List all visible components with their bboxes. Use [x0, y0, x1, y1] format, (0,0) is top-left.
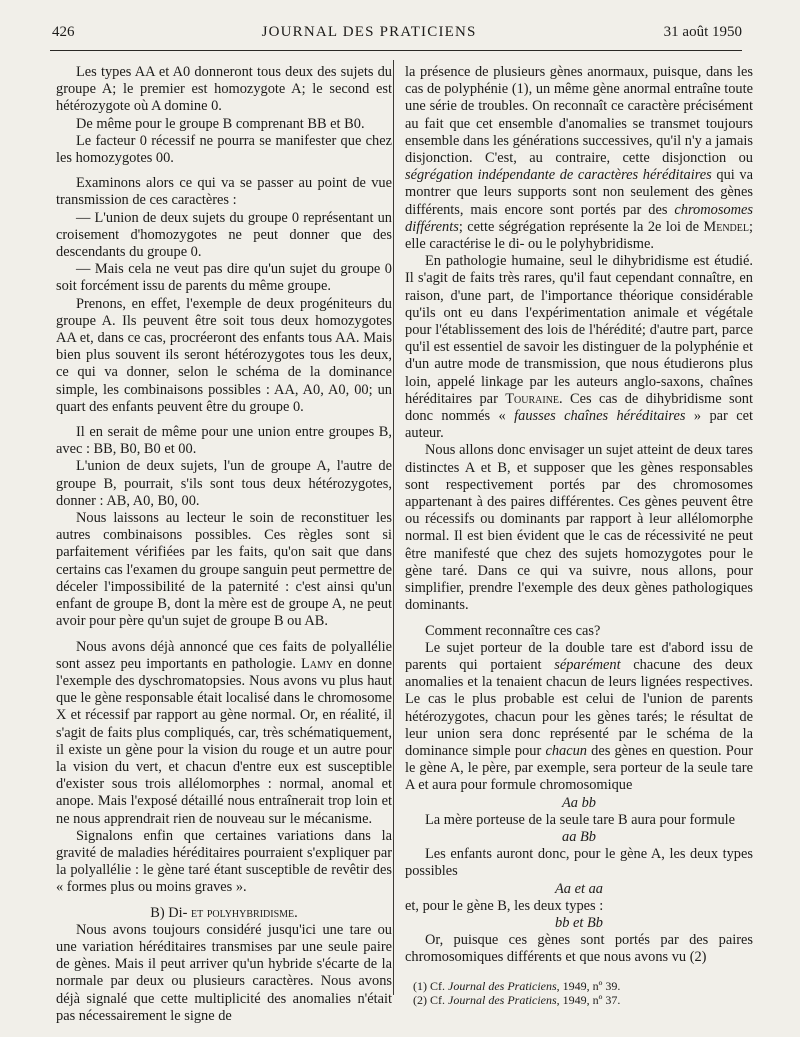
paragraph: Les types AA et A0 donneront tous deux des sujets du groupe A; le premier est homozygote A; le second est hétérozygote où A domine 0.	[56, 64, 392, 115]
footnote	[405, 993, 753, 1008]
text-run: » par cet auteur.	[405, 408, 753, 442]
text-run: la présence de plusieurs gènes anormaux, puisque, dans les cas de polyphénie (1), un même gène anormal entraîne toute une série de troubles. On reconnaît ce caractère précisément au fait que cet ensemble d'anomalies se transmet toujours ensemble dans les générations successives, qu'il n'y a jamais disjonction. C'est, au contraire, cette disjonction ou	[405, 64, 753, 167]
paragraph	[405, 640, 753, 795]
left-column	[56, 64, 392, 1025]
column-divider	[393, 60, 394, 995]
formula: Aa et aa	[555, 880, 603, 897]
paragraph: Les enfants auront donc, pour le gène A, les deux types possibles	[405, 846, 753, 880]
paragraph: De même pour le groupe B comprenant BB et B0.	[76, 115, 365, 132]
text-run: qui va montrer que leurs supports sont non seulement des gènes différents, mais encore sont portés par des	[405, 167, 753, 218]
text-run: des gènes en question. Pour le gène A, le père, par exemple, sera porteur de la seule tare A et aura pour formule chromosomique	[405, 742, 753, 794]
text-run: . Ces cas de dihybridisme sont donc nommés «	[405, 390, 753, 425]
paragraph: L'union de deux sujets, l'un de groupe A, l'autre de groupe B, pourrait, s'ils sont tous deux hétérozygotes, donner : AB, A0, B0, 00.	[56, 458, 392, 509]
paragraph	[405, 64, 753, 253]
paragraph: Le facteur 0 récessif ne pourra se manifester que chez les homozygotes 00.	[56, 132, 392, 167]
italic-run: chromosomes différents	[405, 201, 753, 235]
paragraph: Or, puisque ces gènes sont portés par des paires chromosomiques différents et que nous avons vu (2)	[405, 932, 753, 966]
text-run: Le sujet porteur de la double tare est d'abord issu de parents qui portaient	[405, 639, 753, 673]
text-run: Nous avons déjà annoncé que ces faits de polyallélie sont assez peu importants en pathologie.	[56, 638, 392, 672]
paragraph: Prenons, en effet, l'exemple de deux progéniteurs du groupe A. Ils peuvent être soit tous deux homozygotes AA et, dans ce cas, procréeront des enfants tous AA. Mais bien plus souvent ils seront hétérozygotes tous les deux, ce qui va donner, selon le schéma de la dominance simple, les combinaisons possibles : AA, A0, A0, 00; un quart des enfants peuvent être du groupe 0.	[56, 295, 392, 415]
paragraph: La mère porteuse de la seule tare B aura pour formule	[425, 811, 736, 828]
italic-run: ségrégation indépendante de caractères héréditaires	[405, 167, 712, 184]
author-name: Lamy	[300, 655, 334, 672]
paragraph: — L'union de deux sujets du groupe 0 représentant un croisement d'homozygotes ne peut donner que des descendants du groupe 0.	[56, 209, 392, 261]
running-header	[52, 24, 742, 46]
text-run: (2) Cf.	[413, 993, 448, 1008]
formula: aa Bb	[562, 828, 596, 845]
paragraph: Examinons alors ce qui va se passer au point de vue transmission de ces caractères :	[56, 175, 392, 209]
paragraph: Signalons enfin que certaines variations dans la gravité de maladies héréditaires pourraient s'expliquer par la polyallélie : le gène taré étant susceptible de revêtir des « formes plus ou moins graves ».	[56, 827, 392, 896]
paragraph	[56, 639, 392, 828]
paragraph: Il en serait de même pour une union entre groupes B, avec : BB, B0, B0 et 00.	[56, 424, 392, 458]
italic-run: Journal des Praticiens	[448, 993, 557, 1008]
page-number: 426	[52, 24, 75, 40]
text-run: ; elle caractérise le di- ou le polyhybridisme.	[405, 218, 753, 253]
italic-run: séparément	[554, 656, 621, 673]
italic-run: chacun	[545, 742, 587, 759]
section-heading-rest: et polyhybridisme.	[187, 904, 298, 921]
paragraph	[405, 253, 753, 442]
text-run: , 1949, nº 39.	[556, 978, 621, 993]
text-run: chacune des deux anomalies et la tenaient chacun de leurs lignées respectives. Le cas le plus probable est celui de l'union de parents hétérozygotes, chacun pour les gènes tarés; le résultat de leur union sera donc représenté par le schéma de la dominance simple pour	[405, 656, 753, 759]
section-heading-num: B) Di-	[150, 904, 188, 921]
formula: bb et Bb	[555, 914, 603, 931]
italic-run: Journal des Praticiens	[448, 978, 557, 993]
paragraph: et, pour le gène B, les deux types :	[405, 897, 604, 914]
author-name: Touraine	[505, 390, 560, 407]
footnote	[405, 979, 753, 994]
header-rule	[50, 50, 742, 51]
italic-run: fausses chaînes héréditaires	[514, 408, 686, 425]
paragraph: Nous laissons au lecteur le soin de reconstituer les autres combinaisons possibles. Ces règles sont si parfaitement vérifiées par les faits, qu'on sait que dans certains cas l'examen du groupe sanguin peut permettre de déceler l'impossibilité de la paternité : c'est ainsi qu'un enfant de groupe B, dont la mère est de groupe A, ne peut avoir pour père qu'un sujet de groupe B ou AB.	[56, 510, 392, 630]
paragraph: Nous avons toujours considéré jusqu'ici une tare ou une variation héréditaires transmises par une seule paire de gènes. Mais il peut arriver qu'un hybride s'écarte de la normale par deux ou plusieurs caractères. Nous avons déjà signalé que cette multiplicité des anomalies n'était pas nécessairement le signe de	[56, 921, 392, 1024]
formula: Aa bb	[562, 794, 596, 811]
paragraph: — Mais cela ne veut pas dire qu'un sujet du groupe 0 soit forcément issu de parents du même groupe.	[56, 261, 392, 295]
author-name: Mendel	[703, 218, 749, 235]
journal-title: JOURNAL DES PRATICIENS	[261, 24, 477, 40]
text-run: (1) Cf.	[413, 978, 448, 993]
footnotes	[405, 979, 753, 1008]
right-column	[405, 64, 753, 1008]
issue-date: 31 août 1950	[663, 24, 742, 40]
text-run: en donne l'exemple des dyschromatopsies. Nous avons vu plus haut que le gène responsable était localisé dans le chromosome X et récessif par rapport au gène normal. Or, en réalité, il s'agit de faits plus compliqués, car, très schématiquement, il existe un gène pour la vision du rouge et un autre pour la vision du vert, et chacun d'entre eux est susceptible d'exister sous trois allélomorphes : normal, anomal et anope. Mais l'exposé détaillé nous entraînerait trop loin et ne nous apprendrait rien de nouveau sur le mécanisme.	[56, 655, 392, 827]
text-run: ; cette ségrégation représente la 2e loi de	[458, 218, 704, 235]
paragraph: Nous allons donc envisager un sujet atteint de deux tares distinctes A et B, et supposer que les gènes responsables sont respectivement portés par des chromosomes appartenant à des paires différentes. Ces gènes peuvent être ou récessifs ou dominants par rapport à leur allélomorphe normal. Il est bien évident que le cas de récessivité ne peut être manifesté que chez des sujets homozygotes pour le gène taré. Dans ce qui va suivre, nous allons, pour simplifier, prendre l'exemple des deux gènes pathologiques dominants.	[405, 442, 753, 614]
text-run: , 1949, nº 37.	[556, 993, 621, 1008]
paragraph: Comment reconnaître ces cas?	[425, 622, 601, 639]
text-run: En pathologie humaine, seul le dihybridisme est étudié. Il s'agit de faits très rares, qu'il faut cependant connaître, en raison, d'une part, de l'importance théorique considérable qu'ils ont eu dans l'expérimentation animale et végétale pour l'établissement des lois de l'hérédité; d'autre part, parce qu'il est essentiel de savoir les distinguer de la polyphénie et d'un autre mode de transmission, que nous étudierons plus loin, appelé linkage par les auteurs anglo-saxons, chaînes héréditaires par	[405, 253, 753, 407]
section-heading	[56, 905, 392, 922]
